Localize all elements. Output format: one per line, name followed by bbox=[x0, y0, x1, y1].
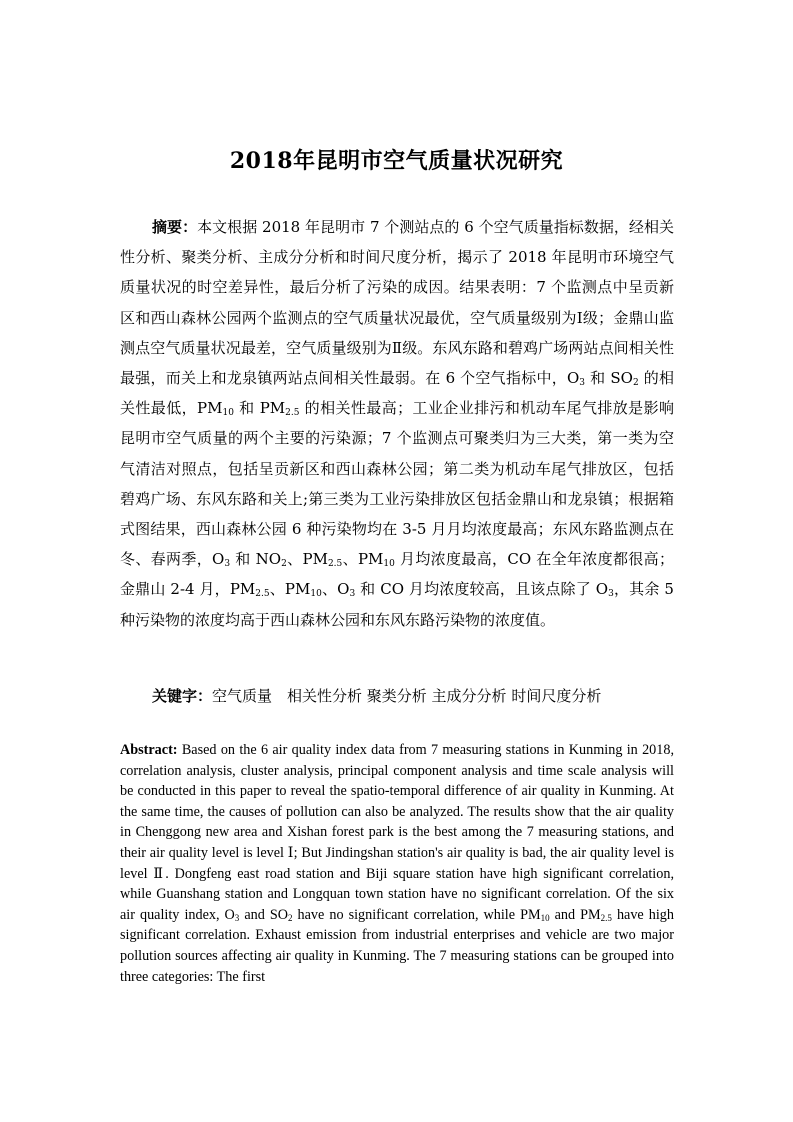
en-text: Based on the 6 air quality index data from 7 measuring stations in Kunming in 2018, correlation analysis, cluster analysis, principal component analysis and time scale analysis will be conducted in this paper to reveal the spatio-temporal difference of air quality in Kunming. At the same time, the causes of pollution can also be analyzed. The results show that the air quality in Chenggong new area and Xishan forest park is the best among the 7 measuring stations, and their air quality level is level Ⅰ; But Jindingshan station's air quality is bad, the air quality level is level Ⅱ. Dongfeng east road station and Biji square station have high significant correlation, while Guanshang station and Longquan town station have no significant correlation. Of the six air quality index, O bbox=[120, 742, 674, 923]
paper-title: 2018年昆明市空气质量状况研究 bbox=[229, 148, 564, 174]
chinese-abstract-paragraph bbox=[120, 212, 674, 635]
en-text: and PM bbox=[549, 906, 601, 923]
zh-subscript: 10 bbox=[310, 589, 322, 600]
zh-text: 、PM bbox=[286, 550, 328, 569]
zh-subscript: 2.5 bbox=[255, 589, 270, 600]
zh-subscript: 3 bbox=[608, 589, 614, 600]
zh-text: 和 SO bbox=[585, 369, 633, 388]
en-text: have no significant correlation, while PM bbox=[292, 906, 541, 923]
zh-text: 、PM bbox=[269, 580, 311, 599]
zh-subscript: 10 bbox=[222, 408, 234, 419]
zh-subscript: 3 bbox=[349, 589, 356, 600]
zh-text: 和 CO 月均浓度较高，且该点除了 O bbox=[355, 580, 609, 599]
zh-text: 、PM bbox=[342, 550, 384, 569]
zh-text: 的相关性最低，PM bbox=[120, 369, 674, 418]
zh-text: 和 PM bbox=[233, 399, 286, 418]
en-subscript: 10 bbox=[540, 912, 550, 923]
zh-subscript: 2.5 bbox=[285, 408, 300, 419]
zh-text: 月均浓度最高，CO 在全年浓度都很高；金鼎山 2-4 月，PM bbox=[120, 550, 674, 599]
en-text: have high significant correlation. Exhaust emission from industrial enterprises and vehicle are two major pollution sources affecting air quality in Kunming. The 7 measuring stations can be grouped into three categories: The first bbox=[120, 906, 674, 985]
zh-subscript: 2 bbox=[281, 559, 287, 570]
keywords-text: 空气质量 相关性分析 聚类分析 主成分分析 时间尺度分析 bbox=[212, 687, 602, 705]
zh-subscript: 2.5 bbox=[327, 559, 343, 570]
zh-text: ，其余 5 种污染物的浓度均高于西山森林公园和东风东路污染物的浓度值。 bbox=[120, 580, 674, 629]
en-subscript: 2 bbox=[288, 912, 293, 923]
chinese-abstract-label: 摘要： bbox=[152, 218, 198, 236]
chinese-abstract bbox=[120, 212, 674, 635]
en-subscript: 2.5 bbox=[600, 912, 612, 923]
zh-text: 和 NO bbox=[230, 550, 282, 569]
zh-text: 的相关性最高；工业企业排污和机动车尾气排放是影响昆明市空气质量的两个主要的污染源；7 个监测点可聚类归为三大类，第一类为空气清洁对照点，包括呈贡新区和西山森林公园；第二类为机动车尾气排放区，包括碧鸡广场、东风东路和关上;第三类为工业污染排放区包括金鼎山和龙泉镇；根据箱式图结果，西山森林公园 6 种污染物均在 3-5 月月均浓度最高；东风东路监测点在冬、春两季，O bbox=[120, 399, 674, 569]
zh-subscript: 2 bbox=[632, 378, 639, 389]
zh-subscript: 3 bbox=[224, 559, 231, 570]
english-abstract-paragraph bbox=[120, 740, 674, 987]
english-abstract bbox=[120, 740, 674, 987]
en-subscript: 3 bbox=[234, 912, 240, 923]
keywords-line bbox=[152, 681, 601, 711]
keywords-label: 关键字： bbox=[152, 687, 213, 705]
zh-text: 、O bbox=[321, 580, 350, 599]
zh-subscript: 3 bbox=[579, 378, 586, 389]
zh-text: 本文根据 2018 年昆明市 7 个测站点的 6 个空气质量指标数据，经相关性分析、聚类分析、主成分分析和时间尺度分析，揭示了 2018 年昆明市环境空气质量状况的时空差异性，最后分析了污染的成因。结果表明：7 个监测点中呈贡新区和西山森林公园两个监测点的空气质量状况最优，空气质量级别为Ⅰ级；金鼎山监测点空气质量状况最差，空气质量级别为Ⅱ级。东风东路和碧鸡广场两站点间相关性最强，而关上和龙泉镇两站点间相关性最弱。在 6 个空气指标中，O bbox=[120, 218, 674, 388]
english-abstract-label: Abstract: bbox=[120, 742, 178, 758]
en-text: and SO bbox=[239, 906, 288, 923]
zh-subscript: 10 bbox=[383, 559, 395, 570]
